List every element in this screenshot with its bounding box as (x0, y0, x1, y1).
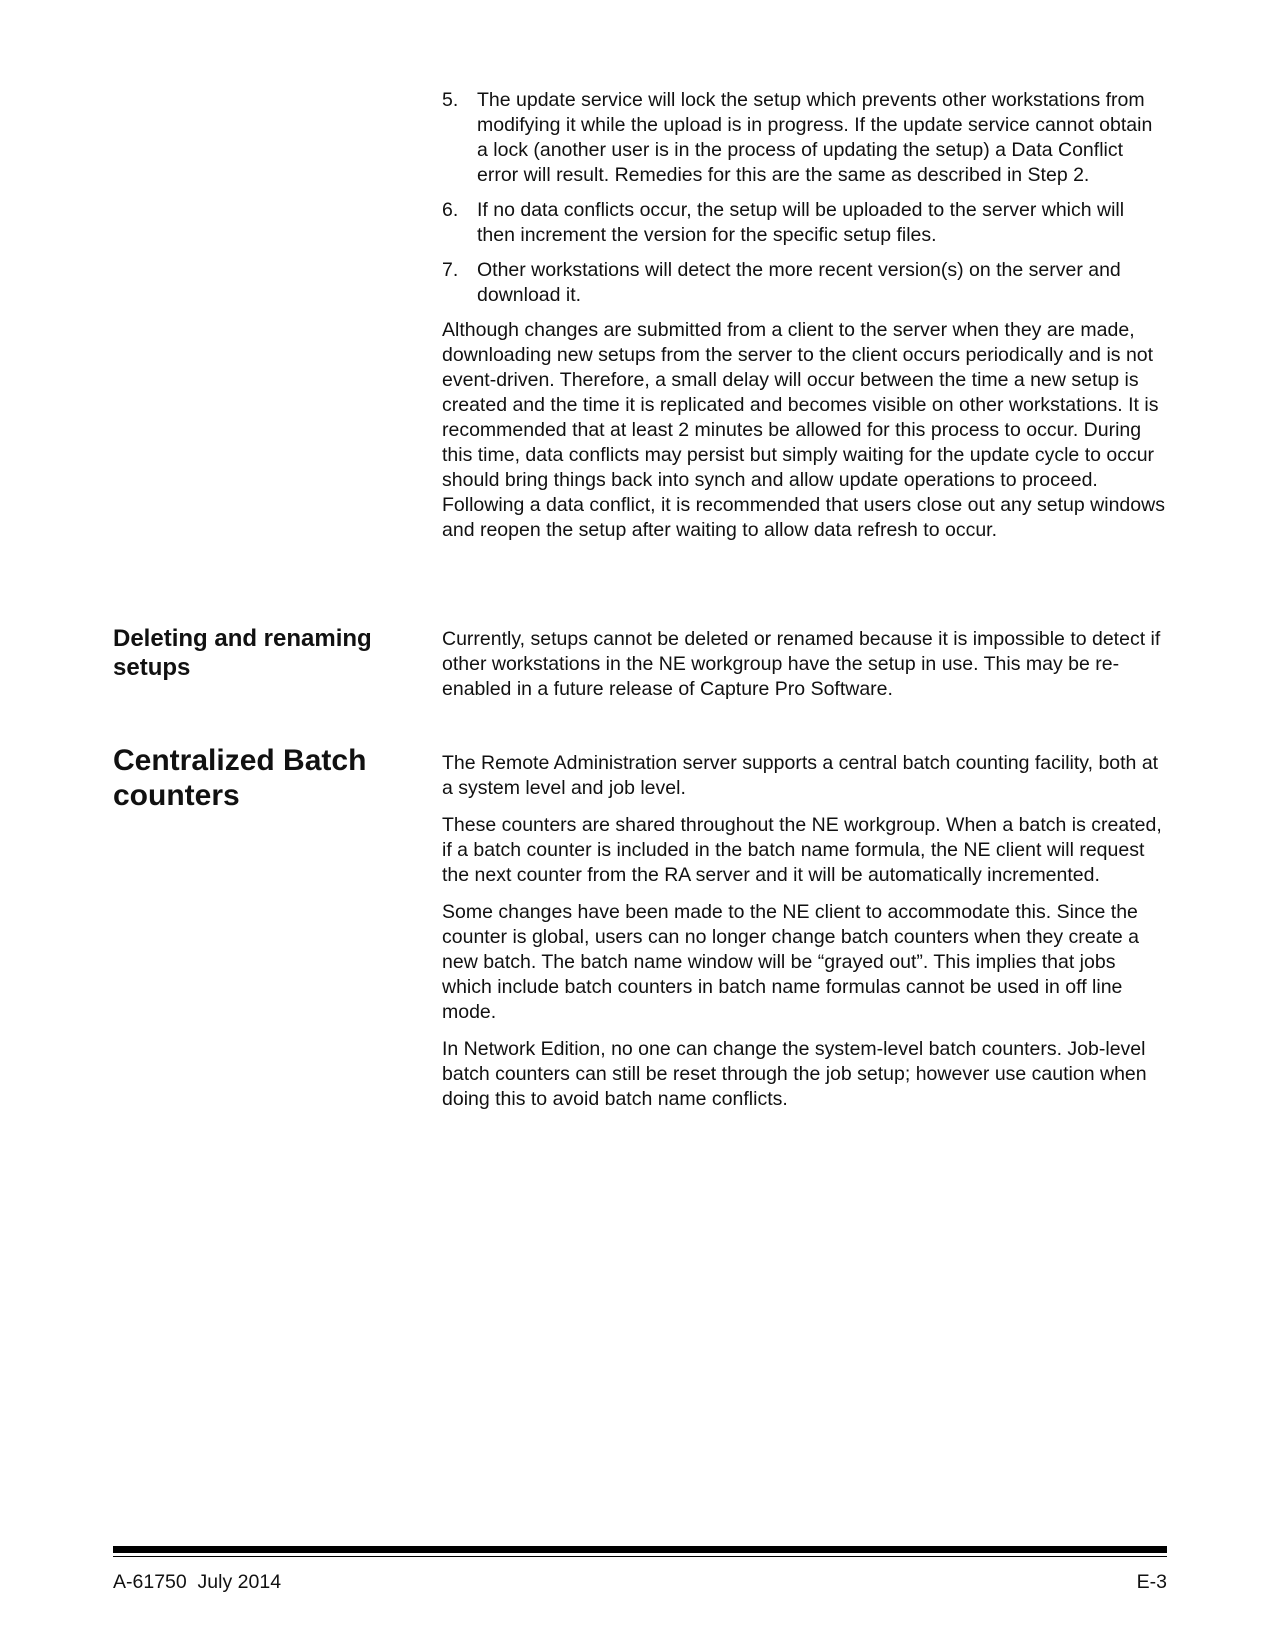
footer-divider (113, 1546, 1167, 1553)
list-item (442, 198, 1167, 248)
footer-divider-thin (113, 1556, 1167, 1557)
deleting-renaming-heading: Deleting and renaming setups (113, 625, 372, 681)
list-item (442, 258, 1167, 308)
counters-paragraph: In Network Edition, no one can change the system-level batch counters. Job-level batch counters can still be reset through the job setup; however use caution when doing this to avoid batch name conflicts. (442, 1038, 1147, 1110)
sync-delay-paragraph: Although changes are submitted from a client to the server when they are made, downloading new setups from the server to the client occurs periodically and is not event-driven. Therefore, a small delay will occur between the time a new setup is created and the time it is replicated and becomes visible on other workstations. It is recommended that at least 2 minutes be allowed for this process to occur. During this time, data conflicts may persist but simply waiting for the update cycle to occur should bring things back into synch and allow update operations to proceed. Following a data conflict, it is recommended that users close out any setup windows and reopen the setup after waiting to allow data refresh to occur. (442, 319, 1165, 541)
counters-paragraph: The Remote Administration server supports a central batch counting facility, both at a system level and job level. (442, 752, 1159, 799)
steps-block (442, 88, 1167, 555)
step-text: The update service will lock the setup which prevents other workstations from modifying it while the upload is in progress. If the update service cannot obtain a lock (another user is in the process of updating the setup) a Data Conflict error will result. Remedies for this are the same as described in Step 2. (477, 89, 1153, 186)
step-number: 7. (442, 259, 459, 281)
counters-paragraph: Some changes have been made to the NE client to accommodate this. Since the counter is global, users can no longer change batch counters when they create a new batch. The batch name window will be “grayed out”. This implies that jobs which include batch counters in batch name formulas cannot be used in off line mode. (442, 901, 1140, 1023)
centralized-batch-counters-heading: Centralized Batch counters (113, 744, 367, 812)
steps-list (442, 88, 1167, 308)
list-item (442, 88, 1167, 188)
deleting-renaming-section (442, 627, 1167, 714)
step-text: If no data conflicts occur, the setup will be uploaded to the server which will then increment the version for the specific setup files. (477, 199, 1125, 246)
step-number: 6. (442, 199, 459, 221)
step-text: Other workstations will detect the more recent version(s) on the server and download it. (477, 259, 1121, 306)
deleting-renaming-paragraph: Currently, setups cannot be deleted or renamed because it is impossible to detect if other workstations in the NE workgroup have the setup in use. This may be re-enabled in a future release of Capture Pro Software. (442, 628, 1161, 700)
step-number: 5. (442, 89, 459, 111)
centralized-batch-counters-section (442, 751, 1167, 1124)
footer-page-number: E-3 (1136, 1571, 1167, 1593)
counters-paragraph: These counters are shared throughout the NE workgroup. When a batch is created, if a batch counter is included in the batch name formula, the NE client will request the next counter from the RA server and it will be automatically incremented. (442, 814, 1162, 886)
footer-doc-id: A-61750 July 2014 (113, 1571, 282, 1593)
